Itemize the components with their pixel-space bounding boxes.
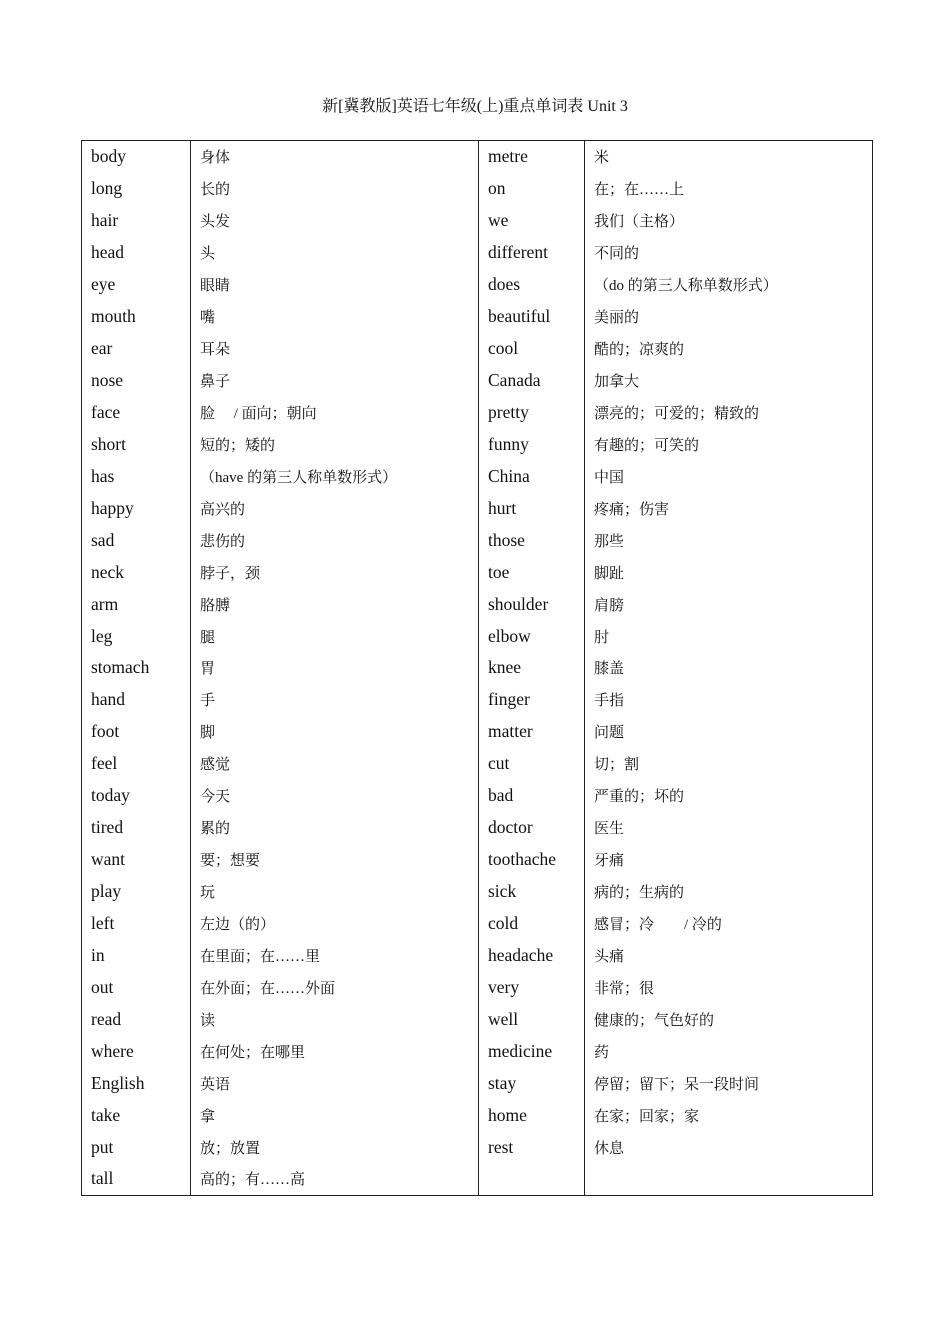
chinese-meaning-right: 感冒；冷 / 冷的 <box>585 908 873 940</box>
chinese-meaning-right: 加拿大 <box>585 365 873 397</box>
english-word-right: finger <box>479 684 585 716</box>
chinese-meaning-right: 美丽的 <box>585 301 873 333</box>
chinese-meaning-left: 耳朵 <box>191 333 479 365</box>
chinese-meaning-left: 短的；矮的 <box>191 428 479 460</box>
table-row <box>82 939 873 971</box>
chinese-meaning-left: 英语 <box>191 1067 479 1099</box>
english-word-right: home <box>479 1099 585 1131</box>
chinese-meaning-right: 医生 <box>585 812 873 844</box>
chinese-meaning-left: 手 <box>191 684 479 716</box>
english-word-right: those <box>479 524 585 556</box>
english-word-right: bad <box>479 780 585 812</box>
english-word-left: stomach <box>82 652 191 684</box>
chinese-meaning-left: 鼻子 <box>191 365 479 397</box>
table-row <box>82 524 873 556</box>
english-word-right: beautiful <box>479 301 585 333</box>
chinese-meaning-left: 高的；有……高 <box>191 1163 479 1195</box>
chinese-meaning-left: 感觉 <box>191 748 479 780</box>
chinese-meaning-left: 胃 <box>191 652 479 684</box>
table-row <box>82 716 873 748</box>
english-word-left: happy <box>82 492 191 524</box>
table-row <box>82 428 873 460</box>
english-word-right: pretty <box>479 397 585 429</box>
chinese-meaning-left: 累的 <box>191 812 479 844</box>
table-row <box>82 397 873 429</box>
english-word-left: sad <box>82 524 191 556</box>
english-word-right: well <box>479 1003 585 1035</box>
english-word-left: foot <box>82 716 191 748</box>
table-row <box>82 1067 873 1099</box>
chinese-meaning-right: 疼痛；伤害 <box>585 492 873 524</box>
table-row <box>82 333 873 365</box>
table-row <box>82 1035 873 1067</box>
chinese-meaning-left: 脸 / 面向；朝向 <box>191 397 479 429</box>
chinese-meaning-right: 中国 <box>585 460 873 492</box>
table-row <box>82 1099 873 1131</box>
english-word-left: put <box>82 1131 191 1163</box>
english-word-right: shoulder <box>479 588 585 620</box>
chinese-meaning-right: 肘 <box>585 620 873 652</box>
chinese-meaning-right: 酷的；凉爽的 <box>585 333 873 365</box>
chinese-meaning-right: 问题 <box>585 716 873 748</box>
english-word-right: funny <box>479 428 585 460</box>
english-word-right: headache <box>479 939 585 971</box>
english-word-left: hair <box>82 205 191 237</box>
english-word-right: different <box>479 237 585 269</box>
english-word-right: sick <box>479 876 585 908</box>
english-word-left: ear <box>82 333 191 365</box>
chinese-meaning-left: 在外面；在……外面 <box>191 971 479 1003</box>
english-word-right: doctor <box>479 812 585 844</box>
chinese-meaning-right: 非常；很 <box>585 971 873 1003</box>
table-row <box>82 237 873 269</box>
table-row <box>82 1163 873 1195</box>
table-row <box>82 684 873 716</box>
english-word-left: nose <box>82 365 191 397</box>
english-word-left: want <box>82 844 191 876</box>
chinese-meaning-right: 脚趾 <box>585 556 873 588</box>
chinese-meaning-right: 在；在……上 <box>585 173 873 205</box>
english-word-right: medicine <box>479 1035 585 1067</box>
english-word-right: rest <box>479 1131 585 1163</box>
chinese-meaning-right: 我们（主格） <box>585 205 873 237</box>
english-word-left: arm <box>82 588 191 620</box>
chinese-meaning-left: 脚 <box>191 716 479 748</box>
chinese-meaning-left: 要；想要 <box>191 844 479 876</box>
english-word-left: English <box>82 1067 191 1099</box>
table-row <box>82 748 873 780</box>
chinese-meaning-left: 放；放置 <box>191 1131 479 1163</box>
english-word-left: face <box>82 397 191 429</box>
chinese-meaning-left: 左边（的） <box>191 908 479 940</box>
english-word-left: where <box>82 1035 191 1067</box>
english-word-right: China <box>479 460 585 492</box>
english-word-right: matter <box>479 716 585 748</box>
english-word-right: cut <box>479 748 585 780</box>
chinese-meaning-left: 胳膊 <box>191 588 479 620</box>
chinese-meaning-left: 头发 <box>191 205 479 237</box>
table-row <box>82 620 873 652</box>
english-word-right: hurt <box>479 492 585 524</box>
english-word-left: body <box>82 141 191 173</box>
chinese-meaning-left: （have 的第三人称单数形式） <box>191 460 479 492</box>
chinese-meaning-right: 切；割 <box>585 748 873 780</box>
chinese-meaning-left: 身体 <box>191 141 479 173</box>
english-word-right: cool <box>479 333 585 365</box>
english-word-left: feel <box>82 748 191 780</box>
vocabulary-table <box>81 140 873 1196</box>
table-row <box>82 269 873 301</box>
english-word-left: head <box>82 237 191 269</box>
english-word-right: toe <box>479 556 585 588</box>
chinese-meaning-right: 那些 <box>585 524 873 556</box>
table-row <box>82 365 873 397</box>
chinese-meaning-right <box>585 1163 873 1195</box>
table-row <box>82 844 873 876</box>
english-word-right: very <box>479 971 585 1003</box>
english-word-left: in <box>82 939 191 971</box>
chinese-meaning-left: 长的 <box>191 173 479 205</box>
english-word-left: tall <box>82 1163 191 1195</box>
chinese-meaning-right: 有趣的；可笑的 <box>585 428 873 460</box>
chinese-meaning-right: 牙痛 <box>585 844 873 876</box>
table-row <box>82 173 873 205</box>
english-word-right: knee <box>479 652 585 684</box>
chinese-meaning-right: 米 <box>585 141 873 173</box>
chinese-meaning-left: 高兴的 <box>191 492 479 524</box>
english-word-left: has <box>82 460 191 492</box>
english-word-left: left <box>82 908 191 940</box>
english-word-right: cold <box>479 908 585 940</box>
chinese-meaning-left: 嘴 <box>191 301 479 333</box>
table-row <box>82 492 873 524</box>
chinese-meaning-right: 不同的 <box>585 237 873 269</box>
english-word-left: tired <box>82 812 191 844</box>
table-row <box>82 1003 873 1035</box>
chinese-meaning-right: 肩膀 <box>585 588 873 620</box>
chinese-meaning-right: 在家；回家；家 <box>585 1099 873 1131</box>
chinese-meaning-left: 悲伤的 <box>191 524 479 556</box>
english-word-right: metre <box>479 141 585 173</box>
chinese-meaning-left: 腿 <box>191 620 479 652</box>
table-row <box>82 301 873 333</box>
chinese-meaning-right: 头痛 <box>585 939 873 971</box>
vocabulary-table-body <box>82 141 873 1196</box>
english-word-left: read <box>82 1003 191 1035</box>
english-word-right: Canada <box>479 365 585 397</box>
table-row <box>82 908 873 940</box>
table-row <box>82 205 873 237</box>
english-word-left: neck <box>82 556 191 588</box>
table-row <box>82 460 873 492</box>
chinese-meaning-left: 眼睛 <box>191 269 479 301</box>
english-word-right: toothache <box>479 844 585 876</box>
english-word-right: on <box>479 173 585 205</box>
chinese-meaning-right: 药 <box>585 1035 873 1067</box>
english-word-left: hand <box>82 684 191 716</box>
english-word-left: play <box>82 876 191 908</box>
table-row <box>82 876 873 908</box>
chinese-meaning-right: 病的；生病的 <box>585 876 873 908</box>
chinese-meaning-left: 在里面；在……里 <box>191 939 479 971</box>
chinese-meaning-left: 在何处；在哪里 <box>191 1035 479 1067</box>
table-row <box>82 971 873 1003</box>
table-row <box>82 141 873 173</box>
chinese-meaning-left: 拿 <box>191 1099 479 1131</box>
chinese-meaning-left: 头 <box>191 237 479 269</box>
english-word-left: take <box>82 1099 191 1131</box>
chinese-meaning-left: 今天 <box>191 780 479 812</box>
chinese-meaning-left: 读 <box>191 1003 479 1035</box>
english-word-left: long <box>82 173 191 205</box>
chinese-meaning-right: （do 的第三人称单数形式） <box>585 269 873 301</box>
english-word-right: does <box>479 269 585 301</box>
english-word-right <box>479 1163 585 1195</box>
table-row <box>82 652 873 684</box>
english-word-right: elbow <box>479 620 585 652</box>
chinese-meaning-right: 健康的；气色好的 <box>585 1003 873 1035</box>
english-word-left: short <box>82 428 191 460</box>
english-word-right: we <box>479 205 585 237</box>
chinese-meaning-right: 手指 <box>585 684 873 716</box>
english-word-right: stay <box>479 1067 585 1099</box>
table-row <box>82 588 873 620</box>
english-word-left: today <box>82 780 191 812</box>
english-word-left: eye <box>82 269 191 301</box>
chinese-meaning-right: 严重的；坏的 <box>585 780 873 812</box>
table-row <box>82 812 873 844</box>
chinese-meaning-right: 漂亮的；可爱的；精致的 <box>585 397 873 429</box>
table-row <box>82 780 873 812</box>
english-word-left: mouth <box>82 301 191 333</box>
table-row <box>82 556 873 588</box>
table-row <box>82 1131 873 1163</box>
chinese-meaning-left: 玩 <box>191 876 479 908</box>
chinese-meaning-right: 停留；留下；呆一段时间 <box>585 1067 873 1099</box>
chinese-meaning-left: 脖子，颈 <box>191 556 479 588</box>
chinese-meaning-right: 膝盖 <box>585 652 873 684</box>
english-word-left: out <box>82 971 191 1003</box>
english-word-left: leg <box>82 620 191 652</box>
chinese-meaning-right: 休息 <box>585 1131 873 1163</box>
page-title: 新[冀教版]英语七年级(上)重点单词表 Unit 3 <box>322 98 628 115</box>
